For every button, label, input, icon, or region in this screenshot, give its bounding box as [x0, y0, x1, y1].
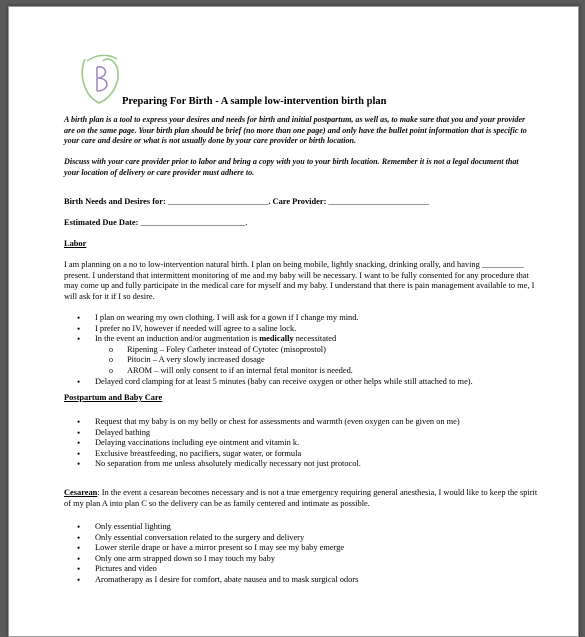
list-item: • Only one arm strapped down so I may touch my baby	[77, 554, 547, 565]
sub-list-item: o Pitocin – A very slowly increased dosage	[77, 355, 547, 366]
document-page	[8, 6, 579, 637]
list-item: • Aromatherapy as I desire for comfort, abate nausea and to mask surgical odors	[77, 575, 547, 586]
birth-needs-label: Birth Needs and Desires for:	[64, 197, 166, 206]
birth-needs-field	[64, 197, 429, 206]
labor-paragraph-blank[interactable]: __________	[481, 260, 524, 269]
list-item	[77, 334, 547, 345]
list-item: • I plan on wearing my own clothing. I will ask for a gown if I change my mind.	[77, 313, 547, 324]
birth-plan-logo	[77, 51, 123, 105]
due-date-blank[interactable]: _________________________.	[140, 218, 248, 227]
due-date-label: Estimated Due Date:	[64, 218, 139, 227]
due-date-field	[64, 218, 247, 227]
labor-paragraph	[64, 260, 539, 302]
list-item: • Request that my baby is on my belly or chest for assessments and warmth (even oxygen can be given on me)	[77, 417, 547, 428]
list-item: • Delaying vaccinations including eye ointment and vitamin k.	[77, 438, 547, 449]
list-item: • Delayed cord clamping for at least 5 minutes (baby can receive oxygen or other helps while still attached to me).	[77, 377, 547, 388]
labor-paragraph-rest: present. I understand that intermittent monitoring of me and my baby will be necessary. I want to be fully consented for any procedure that may come up and fully participate in the medical care for myself and my baby. I understand that there is pain management available to me, I will ask for it if I so desire.	[64, 270, 535, 301]
intro-paragraph-2: Discuss with your care provider prior to labor and bring a copy with you to your birth location. Remember it is not a legal document that your location of delivery or care provider must adhere to.	[64, 157, 519, 177]
sub-list-item: o Ripening – Foley Catheter instead of Cytotec (misoprostol)	[77, 345, 547, 356]
birth-needs-blank[interactable]: ________________________	[167, 197, 269, 206]
list-item: • Only essential conversation related to the surgery and delivery	[77, 533, 547, 544]
postpartum-list	[77, 417, 547, 470]
care-provider-label: . Care Provider:	[268, 197, 327, 206]
sub-list-item: o AROM – will only consent to if an internal fetal monitor is needed.	[77, 366, 547, 377]
list-item: • Lower sterile drape or have a mirror present so I may see my baby emerge	[77, 543, 547, 554]
labor-list	[77, 313, 547, 387]
list-item: • Pictures and video	[77, 564, 547, 575]
list-item: • No separation from me unless absolutely medically necessary not just protocol.	[77, 459, 547, 470]
cesarean-label: Cesarean	[64, 488, 98, 497]
postpartum-heading: Postpartum and Baby Care	[64, 393, 163, 402]
list-item: • Only essential lighting	[77, 522, 547, 533]
cesarean-list	[77, 522, 547, 586]
cesarean-paragraph	[64, 488, 539, 509]
intro-paragraph-1: A birth plan is a tool to express your desires and needs for birth and initial postpartum, as well as, to make sure that you and your provider are on the same page. Your birth plan should be brief (no more than one page) and only have the bullet point information that is specific to your care and desire or what is not usually done by your care provider or birth location.	[64, 115, 527, 146]
labor-paragraph-start: I am planning on a no to low-intervention natural birth. I plan on being mobile, lightly snacking, drinking orally, and having	[64, 260, 480, 269]
list-item: • I prefer no IV, however if needed will agree to a saline lock.	[77, 324, 547, 335]
document-title: Preparing For Birth - A sample low-intervention birth plan	[122, 96, 387, 107]
list-item: • Exclusive breastfeeding, no pacifiers, sugar water, or formula	[77, 449, 547, 460]
list-item: • Delayed bathing	[77, 428, 547, 439]
list-item-text-end: necessitated	[293, 334, 337, 344]
labor-heading: Labor	[64, 239, 87, 248]
cesarean-text: : In the event a cesarean becomes necessary and is not a true emergency requiring general anesthesia, I would like to keep the spirit of my plan A into plan C so the delivery can be as family centered and intimate as possible.	[64, 488, 538, 508]
list-item-text: In the event an induction and/or augmentation is	[95, 334, 260, 344]
emphasis-word: medically	[259, 334, 294, 344]
care-provider-blank[interactable]: ________________________	[328, 197, 429, 206]
